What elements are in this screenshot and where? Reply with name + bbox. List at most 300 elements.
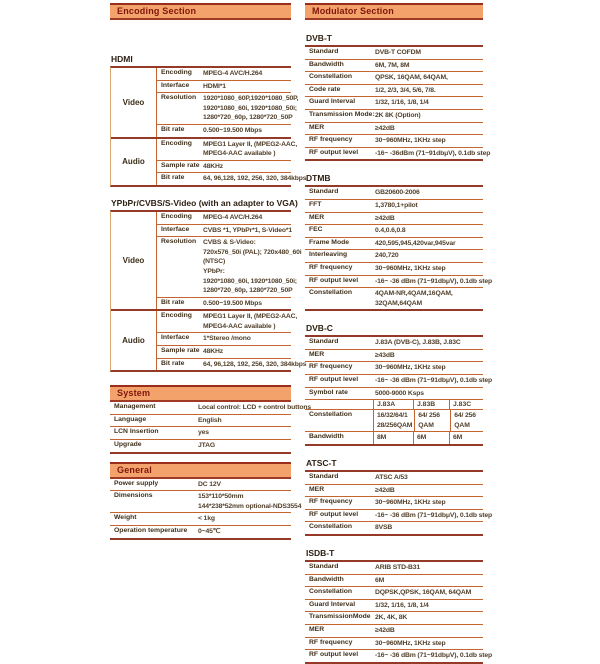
spec-row xyxy=(305,147,491,160)
row-value xyxy=(373,47,483,59)
row-label: Encoding xyxy=(161,312,192,320)
value-line: GB20600-2006 xyxy=(375,189,420,197)
group-audio xyxy=(111,137,307,185)
value-line: 64/ 256 xyxy=(454,412,476,420)
row-label: Standard xyxy=(309,473,339,481)
value-line: 1/2, 2/3, 3/4, 5/6, 7/8. xyxy=(375,86,436,94)
row-value xyxy=(373,135,483,147)
row-label: MER xyxy=(309,350,325,358)
group-label: Audio xyxy=(111,311,157,370)
row-label: RF output level xyxy=(309,276,359,284)
row-value xyxy=(373,337,483,349)
group-rows xyxy=(157,311,307,370)
subsection-dvb-t xyxy=(305,33,491,161)
row-label: MER xyxy=(309,485,325,493)
row-value xyxy=(201,173,307,185)
spec-row xyxy=(110,490,302,512)
value-line: 1920*1080_60i, 1920*1080_50i; xyxy=(203,277,297,285)
value-line: 1,3780,1+pilot xyxy=(375,201,418,209)
row-value xyxy=(373,288,483,309)
spec-row xyxy=(157,139,298,160)
row-label: Bit rate xyxy=(161,298,185,306)
spec-row xyxy=(305,249,483,262)
row-label: Operation temperature xyxy=(114,527,188,534)
spec-row xyxy=(157,160,291,173)
row-value xyxy=(201,225,291,237)
value-line: 0.500~19.500 Mbps xyxy=(203,299,262,307)
row-label: MER xyxy=(309,213,325,221)
row-value xyxy=(373,650,492,662)
row-label: RF output level xyxy=(309,376,359,384)
value-line: CVBS *1, YPbPr*1, S-Video*1 xyxy=(203,226,293,234)
row-value xyxy=(373,510,492,522)
value-line: MPEG1 Layer II, (MPEG2-AAC, xyxy=(203,140,298,148)
value-line: 1920*1080_60P,1920*1080_50P, xyxy=(203,95,299,103)
row-label: Bandwidth xyxy=(309,60,344,68)
modulator-section-header: Modulator Section xyxy=(305,3,483,20)
value-line: ≥43dB xyxy=(375,351,395,359)
spec-row xyxy=(157,297,291,310)
spec-row xyxy=(305,496,483,509)
row-value xyxy=(373,522,483,534)
value-line: 0.4,0.6,0.8 xyxy=(375,227,406,235)
subsection-general xyxy=(110,462,302,540)
spec-row xyxy=(305,84,483,97)
spec-row xyxy=(305,96,483,109)
row-label: FEC xyxy=(309,226,323,234)
value-line: MPEG1 Layer II, (MPEG2-AAC, xyxy=(203,313,298,321)
value-line: J.83A (DVB-C), J.83B, J.83C xyxy=(375,339,461,347)
row-value xyxy=(196,440,291,452)
value-line: HDMI*1 xyxy=(203,82,226,90)
value-line: -16~ -36 dBm (71~91dbμV), 0.1db step xyxy=(375,277,492,285)
subsection-title-dtmb: DTMB xyxy=(306,173,331,184)
spec-row xyxy=(305,122,483,135)
row-label: Resolution xyxy=(161,238,197,246)
spec-row xyxy=(305,134,483,147)
value-line: 2K 8K (Option) xyxy=(375,111,421,119)
value-line: DC 12V xyxy=(198,480,221,488)
group-video xyxy=(111,68,299,137)
value-line: 6M, 7M, 8M xyxy=(375,61,410,69)
row-value xyxy=(373,97,483,109)
spec-row xyxy=(305,586,483,599)
value-line: 30~960MHz, 1KHz step xyxy=(375,639,446,647)
value-line: ≥42dB xyxy=(375,486,395,494)
spec-row xyxy=(305,187,483,199)
matrix-corner-cell xyxy=(305,400,373,409)
row-label: Code rate xyxy=(309,85,341,93)
value-line: 64, 96,128, 192, 256, 320, 384kbps xyxy=(203,175,307,183)
matrix-cell xyxy=(373,410,414,431)
row-value xyxy=(373,485,483,497)
matrix-header-cell: J.83A xyxy=(373,400,413,409)
spec-row xyxy=(157,358,307,371)
group-label: Video xyxy=(111,68,157,137)
spec-row xyxy=(157,345,291,358)
spec-table-system xyxy=(110,402,311,453)
value-line: JTAG xyxy=(198,442,216,450)
row-label: RF frequency xyxy=(309,363,353,371)
spec-row xyxy=(305,262,483,275)
spec-row xyxy=(305,624,483,637)
spec-table-dvb-t xyxy=(305,45,491,161)
row-label: RF frequency xyxy=(309,263,353,271)
spec-row xyxy=(157,224,291,237)
row-value xyxy=(201,237,302,297)
spec-row xyxy=(157,172,307,185)
row-label: Interface xyxy=(161,225,190,233)
row-value xyxy=(196,427,291,439)
subsection-title-dvb-c: DVB-C xyxy=(306,323,333,334)
spec-row xyxy=(110,525,291,538)
value-line: 6M xyxy=(375,576,385,584)
row-value xyxy=(373,600,483,612)
row-label: FFT xyxy=(309,200,322,208)
row-value xyxy=(373,638,483,650)
row-value xyxy=(373,238,483,250)
row-value xyxy=(373,587,483,599)
value-line: -16~ -36dBm (71~91dbμV), 0.1db step xyxy=(375,149,491,157)
row-label: Dimensions xyxy=(114,492,153,500)
row-label: RF output level xyxy=(309,651,359,659)
spec-row xyxy=(110,402,311,414)
subsection-dvb-c xyxy=(305,323,492,446)
subsection-title-system: System xyxy=(110,385,291,402)
spec-table-ypbpr xyxy=(110,210,307,372)
subsection-hdmi xyxy=(110,54,307,187)
row-value xyxy=(373,225,483,237)
row-label: RF output level xyxy=(309,510,359,518)
value-line: 30~960MHz, 1KHz step xyxy=(375,499,446,507)
group-rows xyxy=(157,212,302,309)
row-label: Bandwidth xyxy=(309,575,344,583)
value-line: 1/32, 1/16, 1/8, 1/4 xyxy=(375,99,429,107)
spec-row xyxy=(305,71,483,84)
spec-row xyxy=(157,124,291,137)
row-value xyxy=(373,472,483,484)
matrix-row xyxy=(305,409,483,431)
spec-row xyxy=(305,59,483,72)
value-line: -16~ -36 dBm (71~91dbμV), 0.1db step xyxy=(375,511,492,519)
row-label: Upgrade xyxy=(114,441,142,449)
row-value xyxy=(201,139,298,160)
row-label: Resolution xyxy=(161,94,197,102)
row-label: Sample rate xyxy=(161,347,200,355)
spec-row xyxy=(305,349,483,362)
matrix-cell xyxy=(449,432,483,444)
spec-row xyxy=(305,509,492,522)
row-value xyxy=(373,110,483,122)
row-label: Symbol rate xyxy=(309,388,348,396)
subsection-title-atsc-t: ATSC-T xyxy=(306,458,337,469)
row-value xyxy=(373,562,483,574)
matrix-row xyxy=(305,431,483,444)
row-label: RF frequency xyxy=(309,638,353,646)
row-label: Power supply xyxy=(114,479,159,487)
spec-row xyxy=(305,337,483,349)
row-label: TransmissionMode xyxy=(309,613,371,621)
value-line: 6M xyxy=(417,434,427,442)
spec-row xyxy=(305,199,483,212)
row-value xyxy=(196,479,291,491)
row-label: Bandwidth xyxy=(309,433,344,441)
value-line: DQPSK,QPSK, 16QAM, 64QAM xyxy=(375,589,472,597)
row-label: MER xyxy=(309,625,325,633)
row-value xyxy=(201,298,291,310)
row-value xyxy=(373,612,483,624)
modulator-subsections xyxy=(305,33,492,664)
row-value xyxy=(201,93,299,124)
row-label: MER xyxy=(309,123,325,131)
value-line: 32QAM,64QAM xyxy=(375,299,423,307)
subsection-title-general: General xyxy=(110,462,291,479)
spec-row xyxy=(305,611,483,624)
row-label: Bit rate xyxy=(161,125,185,133)
row-value xyxy=(373,276,492,288)
spec-row xyxy=(157,80,291,93)
value-line: MPEG4-AAC available ) xyxy=(203,322,276,330)
value-line: 720x576_50i (PAL); 720x480_60i xyxy=(203,248,302,256)
spec-table-general xyxy=(110,479,302,540)
encoding-column xyxy=(110,0,311,540)
spec-row xyxy=(305,47,483,59)
row-value xyxy=(373,497,483,509)
matrix-cell xyxy=(414,410,450,431)
row-label: Standard xyxy=(309,48,339,55)
matrix-cell xyxy=(450,410,483,431)
row-value xyxy=(201,333,291,345)
spec-row xyxy=(157,68,291,80)
row-value xyxy=(373,85,483,97)
row-label: RF frequency xyxy=(309,136,353,144)
row-value xyxy=(196,491,302,512)
value-line: 153*110*50mm xyxy=(198,493,244,501)
row-label: Interface xyxy=(161,81,190,89)
value-line: (NTSC) xyxy=(203,258,226,266)
group-rows xyxy=(157,139,307,185)
row-label: Guard Interval xyxy=(309,600,356,608)
row-label: Constellation xyxy=(309,73,353,81)
value-line: ≥42dB xyxy=(375,124,395,132)
row-label: Standard xyxy=(309,338,339,346)
row-label: Constellation xyxy=(309,523,353,531)
row-value xyxy=(373,375,492,387)
row-value xyxy=(373,200,483,212)
row-label: Standard xyxy=(309,563,339,570)
subsection-title-ypbpr: YPbPr/CVBS/S-Video (with an adapter to VGA) xyxy=(111,197,298,208)
spec-row xyxy=(110,512,291,525)
row-value xyxy=(373,625,483,637)
value-line: yes xyxy=(198,429,209,437)
value-line: ATSC A/53 xyxy=(375,474,408,482)
value-line: ≥42dB xyxy=(375,214,395,222)
encoding-subsections xyxy=(110,54,311,540)
row-value xyxy=(201,346,291,358)
subsection-dtmb xyxy=(305,173,492,311)
value-line: 4QAM-NR,4QAM,16QAM, xyxy=(375,290,453,298)
subsection-title-hdmi: HDMI xyxy=(111,54,133,64)
spec-row xyxy=(305,237,483,250)
spec-row xyxy=(157,92,299,124)
value-line: QAM xyxy=(454,421,470,429)
spec-row xyxy=(305,361,483,374)
spec-row xyxy=(305,224,483,237)
spec-row xyxy=(305,574,483,587)
spec-row xyxy=(157,236,302,297)
spec-row xyxy=(157,212,291,224)
row-value xyxy=(201,125,291,137)
value-line: 0~45℃ xyxy=(198,528,221,535)
row-label: Guard Interval xyxy=(309,98,356,106)
spec-row xyxy=(157,332,291,345)
spec-table-isdb-t xyxy=(305,560,492,664)
matrix-cell xyxy=(413,432,449,444)
spec-row xyxy=(157,311,298,332)
row-value xyxy=(373,250,483,262)
value-line: ≥42dB xyxy=(375,626,395,634)
row-label: LCN Insertion xyxy=(114,428,159,436)
spec-row xyxy=(305,562,483,574)
row-label: RF output level xyxy=(309,148,359,156)
group-audio xyxy=(111,309,307,370)
subsection-title-dvb-t: DVB-T xyxy=(306,33,332,43)
spec-row xyxy=(305,374,492,387)
value-line: 0.500~19.500 Mbps xyxy=(203,126,262,134)
value-line: 28/256QAM xyxy=(377,421,413,429)
spec-table-hdmi xyxy=(110,66,307,187)
modulator-column xyxy=(305,0,492,664)
row-label: Constellation xyxy=(309,588,353,596)
row-value xyxy=(201,81,291,93)
spec-row xyxy=(110,479,291,491)
value-line: 420,595,945,420var,945var xyxy=(375,239,456,247)
value-line: 64/ 256 xyxy=(418,412,440,420)
row-label: Constellation xyxy=(309,289,353,297)
value-line: QPSK, 16QAM, 64QAM, xyxy=(375,74,448,82)
value-line: ARIB STD-B31 xyxy=(375,564,421,571)
spec-row xyxy=(110,439,291,452)
value-line: 1920*1080_60i, 1920*1080_50i; xyxy=(203,104,297,112)
matrix-header-cell: J.83C xyxy=(449,400,483,409)
row-label: Constellation xyxy=(309,411,353,419)
spec-table-dtmb xyxy=(305,185,492,311)
row-label: Standard xyxy=(309,188,339,196)
row-label: Weight xyxy=(114,514,137,522)
spec-row xyxy=(305,287,483,309)
value-line: 16/32/64/1 xyxy=(377,412,408,420)
row-value xyxy=(373,60,483,72)
spec-row xyxy=(305,387,483,400)
value-line: MPEG-4 AVC/H.264 xyxy=(203,213,263,221)
row-value xyxy=(373,388,483,400)
row-label: Encoding xyxy=(161,69,192,76)
value-line: CVBS & S-Video: xyxy=(203,239,256,247)
row-label: Interleaving xyxy=(309,251,348,259)
spec-row xyxy=(305,109,483,122)
value-line: 240,720 xyxy=(375,252,399,260)
subsection-ypbpr xyxy=(110,197,307,372)
row-value xyxy=(201,68,291,80)
row-label: Encoding xyxy=(161,139,192,147)
row-value xyxy=(196,513,291,525)
value-line: 1/32, 1/16, 1/8, 1/4 xyxy=(375,601,429,609)
group-rows xyxy=(157,68,299,137)
subsection-title-isdb-t: ISDB-T xyxy=(306,548,335,558)
value-line: Local control: LCD + control buttons xyxy=(198,404,311,412)
value-line: 48KHz xyxy=(203,162,224,170)
row-label: Frame Mode xyxy=(309,238,350,246)
row-value xyxy=(373,213,483,225)
row-value xyxy=(373,350,483,362)
spec-row xyxy=(305,599,483,612)
subsection-isdb-t xyxy=(305,548,492,664)
spec-row xyxy=(305,649,492,662)
row-value xyxy=(373,148,491,160)
value-line: YPbPr: xyxy=(203,267,225,275)
value-line: 30~960MHz, 1KHz step xyxy=(375,137,446,145)
row-label: Management xyxy=(114,403,156,411)
value-line: 8VSB xyxy=(375,524,393,532)
value-line: 48KHz xyxy=(203,348,224,356)
value-line: 2K, 4K, 8K xyxy=(375,614,408,622)
value-line: 64, 96,128, 192, 256, 320, 384kbps xyxy=(203,360,307,368)
value-line: -16~ -36 dBm (71~91dbμV), 0.1db step xyxy=(375,377,492,385)
row-value xyxy=(373,263,483,275)
encoding-section-header: Encoding Section xyxy=(110,3,291,20)
row-label: RF frequency xyxy=(309,498,353,506)
row-value xyxy=(373,72,483,84)
group-label: Video xyxy=(111,212,157,309)
row-label: Bit rate xyxy=(161,174,185,182)
row-value xyxy=(373,575,483,587)
row-value xyxy=(201,161,291,173)
value-line: < 1kg xyxy=(198,515,215,523)
row-value xyxy=(373,123,483,135)
value-line: 8M xyxy=(377,434,387,442)
value-line: 30~960MHz, 1KHz step xyxy=(375,364,446,372)
value-line: 1*Stereo /mono xyxy=(203,335,251,343)
row-label: Sample rate xyxy=(161,161,200,169)
row-value xyxy=(201,212,291,224)
value-line: QAM xyxy=(418,421,434,429)
row-value xyxy=(196,402,311,414)
row-value xyxy=(201,311,298,332)
row-label: Bit rate xyxy=(161,359,185,367)
value-line: DVB-T COFDM xyxy=(375,49,421,56)
value-line: 1280*720_60p, 1280*720_50P xyxy=(203,287,293,295)
subsection-atsc-t xyxy=(305,458,492,536)
subsection-system xyxy=(110,385,311,453)
value-line: 30~960MHz, 1KHz step xyxy=(375,264,446,272)
value-line: 5000-9000 Ksps xyxy=(375,389,424,397)
row-value xyxy=(201,359,307,371)
row-value xyxy=(373,362,483,374)
row-label: Interface xyxy=(161,334,190,342)
row-label: Encoding xyxy=(161,212,192,220)
matrix-header-cell: J.83B xyxy=(413,400,449,409)
row-label: Language xyxy=(114,415,147,423)
spec-row xyxy=(305,521,483,534)
value-line: -16~ -36 dBm (71~91dbμV), 0.1db step xyxy=(375,652,492,660)
value-line: 1280*720_60p, 1280*720_50P xyxy=(203,114,293,122)
spec-row xyxy=(110,426,291,439)
spec-row xyxy=(305,275,492,288)
row-value xyxy=(373,187,483,199)
spec-row xyxy=(110,414,291,427)
value-line: 6M xyxy=(453,434,463,442)
spec-table-atsc-t xyxy=(305,470,492,536)
